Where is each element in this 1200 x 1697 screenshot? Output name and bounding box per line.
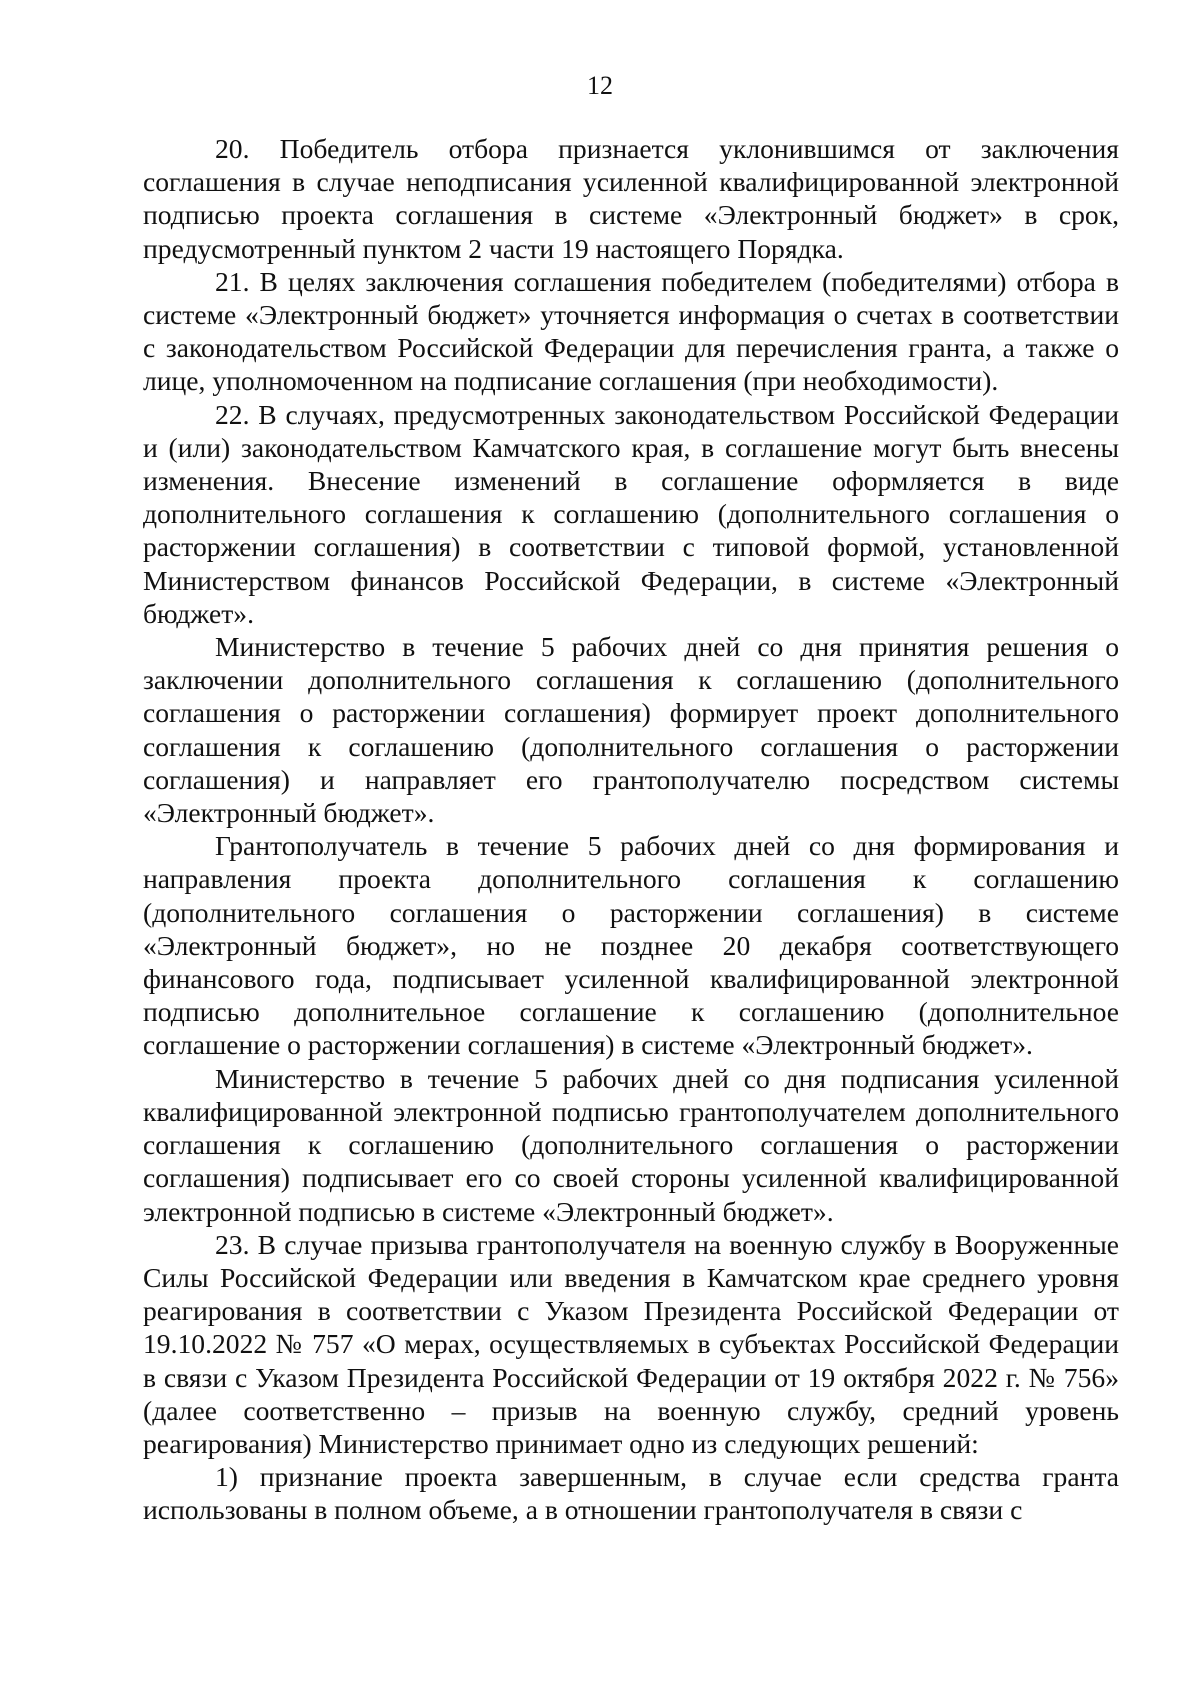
page-number: 12 [587, 71, 613, 100]
paragraph-21: 21. В целях заключения соглашения победителем (победителями) отбора в системе «Электронный бюджет» уточняется информация о счетах в соответствии с законодательством Российской Федерации для перечисления гранта, а также о лице, уполномоченном на подписание соглашения (при необходимости). [143, 265, 1119, 397]
paragraph-23-item-1: 1) признание проекта завершенным, в случае если средства гранта использованы в полном объеме, а в отношении грантополучателя в связи с [143, 1461, 1119, 1526]
paragraph-22-ministry-signing: Министерство в течение 5 рабочих дней со дня подписания усиленной квалифицированной электронной подписью грантополучателем дополнительного соглашения к соглашению (дополнительного соглашения о расторжении соглашения) подписывает его со своей стороны усиленной квалифицированной электронной подписью в системе «Электронный бюджет». [143, 1062, 1119, 1227]
paragraph-23: 23. В случае призыва грантополучателя на военную службу в Вооруженные Силы Российской Федерации или введения в Камчатском крае среднего уровня реагирования в соответствии с Указом Президента Российской Федерации от 19.10.2022 № 757 «О мерах, осуществляемых в субъектах Российской Федерации в связи с Указом Президента Российской Федерации от 19 октября 2022 г. № 756» (далее соответственно – призыв на военную службу, средний уровень реагирования) Министерство принимает одно из следующих решений: [143, 1228, 1119, 1459]
paragraph-22: 22. В случаях, предусмотренных законодательством Российской Федерации и (или) законодательством Камчатского края, в соглашение могут быть внесены изменения. Внесение изменений в соглашение оформляется в виде дополнительного соглашения к соглашению (дополнительного соглашения о расторжении соглашения) в соответствии с типовой формой, установленной Министерством финансов Российской Федерации, в системе «Электронный бюджет». [143, 398, 1119, 629]
paragraph-20: 20. Победитель отбора признается уклонившимся от заключения соглашения в случае неподписания усиленной квалифицированной электронной подписью проекта соглашения в системе «Электронный бюджет» в срок, предусмотренный пунктом 2 части 19 настоящего Порядка. [143, 133, 1119, 264]
document-body [143, 132, 1119, 1527]
paragraph-22-grantee-signing: Грантополучатель в течение 5 рабочих дней со дня формирования и направления проекта дополнительного соглашения к соглашению (дополнительного соглашения о расторжении соглашения) в системе «Электронный бюджет», но не позднее 20 декабря соответствующего финансового года, подписывает усиленной квалифицированной электронной подписью дополнительное соглашение к соглашению (дополнительное соглашение о расторжении соглашения) в системе «Электронный бюджет». [143, 830, 1119, 1061]
paragraph-22-ministry-draft: Министерство в течение 5 рабочих дней со дня принятия решения о заключении дополнительного соглашения к соглашению (дополнительного соглашения о расторжении соглашения) формирует проект дополнительного соглашения к соглашению (дополнительного соглашения о расторжении соглашения) и направляет его грантополучателю посредством системы «Электронный бюджет». [143, 631, 1119, 829]
